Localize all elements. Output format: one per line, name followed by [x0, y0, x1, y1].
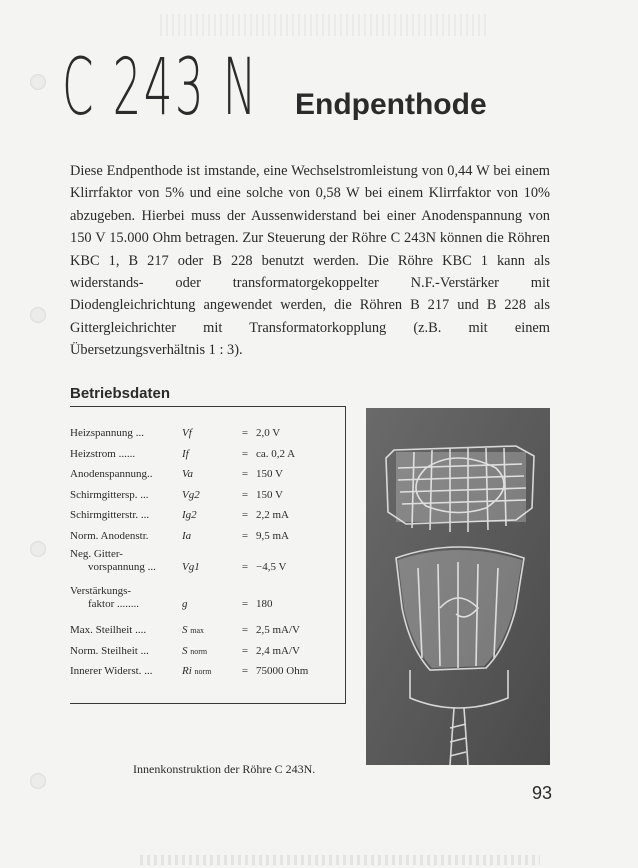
row-value: 150 V: [256, 468, 283, 480]
row-label-continuation: [70, 598, 180, 611]
data-row: [70, 660, 340, 681]
data-row: [70, 463, 340, 484]
row-value: 2,2 mA: [256, 509, 289, 521]
row-equals: =: [241, 488, 249, 501]
binder-hole: [30, 307, 46, 323]
row-label-text: Schirmgittersp.: [70, 488, 138, 501]
row-equals: =: [241, 427, 249, 439]
row-symbol: [182, 645, 232, 658]
row-label: [70, 509, 180, 522]
row-label: [70, 624, 180, 637]
table-frame-top: [70, 406, 346, 407]
row-symbol-subscript: norm: [190, 646, 208, 656]
row-symbol: [182, 624, 232, 637]
row-symbol-text: Va: [182, 468, 193, 480]
row-label-text: Neg. Gitter-: [70, 548, 123, 560]
row-dots: ...: [140, 488, 149, 501]
row-equals: =: [241, 509, 249, 521]
row-dots: ...: [140, 644, 149, 657]
binder-hole: [30, 541, 46, 557]
row-label: [70, 427, 180, 440]
row-label: [70, 548, 180, 574]
row-symbol-text: g: [182, 598, 188, 610]
section-heading: Betriebsdaten: [70, 385, 171, 402]
row-dots: ...: [144, 665, 153, 677]
row-label: [70, 645, 180, 658]
row-symbol: [182, 665, 232, 678]
data-row: [70, 582, 340, 619]
row-value: ca. 0,2 A: [256, 447, 296, 460]
row-equals: =: [241, 447, 249, 460]
row-equals: =: [241, 665, 249, 677]
row-label: [70, 489, 180, 502]
row-equals: =: [241, 561, 249, 573]
row-symbol-text: S: [182, 624, 188, 636]
table-frame-bottom: [70, 703, 346, 704]
row-dots: ...: [135, 427, 144, 439]
data-row: [70, 484, 340, 505]
row-label-text: Heizstrom: [70, 447, 116, 460]
row-symbol-text: Vg2: [182, 488, 200, 501]
page-title: Endpenthode: [295, 88, 487, 121]
row-equals: =: [241, 468, 249, 480]
row-label: [70, 448, 180, 461]
row-symbol-subscript: max: [190, 626, 205, 635]
row-equals: =: [241, 598, 249, 610]
row-label: [70, 585, 180, 611]
row-dots: ....: [135, 624, 147, 636]
figure-caption: Innenkonstruktion der Röhre C 243N.: [133, 762, 316, 776]
row-label-text: Schirmgitterstr.: [70, 509, 139, 521]
row-value: 150 V: [256, 488, 283, 501]
row-symbol-text: If: [182, 447, 189, 460]
data-row: [70, 525, 340, 546]
page-edge-artifact: [160, 14, 490, 36]
tube-photo-illustration: [366, 408, 550, 765]
data-row: [70, 443, 340, 464]
data-row: [70, 619, 340, 640]
row-label-text-2: vorspannung: [88, 561, 145, 573]
page-edge-artifact: [140, 855, 540, 865]
row-symbol: [182, 598, 232, 611]
tube-construction-photo: [366, 408, 550, 765]
row-value: 2,4 mA/V: [256, 644, 300, 657]
tube-model-number: C 243 N: [62, 43, 259, 133]
data-row: [70, 504, 340, 525]
row-symbol-text: Ri: [182, 665, 192, 677]
binder-hole: [30, 74, 46, 90]
operating-data-table: [70, 422, 340, 681]
row-label: [70, 665, 180, 678]
row-symbol: [182, 530, 232, 543]
row-value: 2,5 mA/V: [256, 624, 300, 636]
row-label-text: Anodenspannung..: [70, 468, 153, 480]
row-label-text: Norm. Anodenstr.: [70, 529, 149, 542]
row-symbol-text: Ig2: [182, 509, 197, 521]
row-dots: ........: [117, 598, 140, 610]
row-symbol-text: Vf: [182, 427, 192, 439]
row-symbol-text: S: [182, 644, 188, 657]
row-value: 9,5 mA: [256, 529, 289, 542]
row-value: 75000 Ohm: [256, 665, 309, 677]
row-label-text: Verstärkungs-: [70, 585, 132, 597]
row-equals: =: [241, 644, 249, 657]
row-label: [70, 468, 180, 481]
row-dots: ...: [147, 561, 156, 573]
row-value: 2,0 V: [256, 427, 281, 439]
row-symbol-text: Vg1: [182, 561, 200, 573]
row-symbol-subscript: norm: [194, 667, 212, 676]
row-label: [70, 530, 180, 543]
row-symbol: [182, 448, 232, 461]
row-symbol: [182, 427, 232, 440]
row-label-continuation: [70, 561, 180, 574]
row-symbol: [182, 489, 232, 502]
row-equals: =: [241, 624, 249, 636]
row-label-text: Heizspannung: [70, 427, 133, 439]
row-equals: =: [241, 529, 249, 542]
row-label-text: Norm. Steilheit: [70, 644, 138, 657]
page-number: 93: [532, 783, 553, 803]
data-row: [70, 640, 340, 661]
data-row: [70, 545, 340, 582]
row-value: 180: [256, 598, 273, 610]
row-label-text: Innerer Widerst.: [70, 665, 142, 677]
row-symbol: [182, 468, 232, 481]
row-value: −4,5 V: [256, 561, 287, 573]
row-dots: ...: [140, 509, 150, 521]
binder-hole: [30, 773, 46, 789]
row-symbol: [182, 509, 232, 522]
row-label-text: Max. Steilheit: [70, 624, 133, 636]
data-row: [70, 422, 340, 443]
row-dots: ......: [118, 447, 136, 460]
row-symbol: [182, 561, 232, 574]
row-symbol-text: Ia: [182, 529, 192, 542]
row-label-text-2: faktor: [88, 598, 115, 610]
intro-paragraph: Diese Endpenthode ist imstande, eine Wechselstromleistung von 0,44 W bei einem Klirrfaktor von 5% und eine solche von 0,58 W bei einem Klirrfaktor von 10% abzugeben. Hierbei muss der Aussenwiderstand bei einer Anodenspannung von 150 V 15.000 Ohm betragen. Zur Steuerung der Röhre C 243N können die Röhren KBC 1, B 217 oder B 228 benutzt werden. Die Röhre KBC 1 kann als widerstands- oder transformatorgekoppelter N.F.-Verstärker mit Diodengleichrichtung angewendet werden, die Röhren B 217 und B 228 als Gittergleichrichter mit Transformatorkopplung (z.B. mit einem Übersetzungsverhältnis 1 : 3).: [70, 163, 550, 359]
